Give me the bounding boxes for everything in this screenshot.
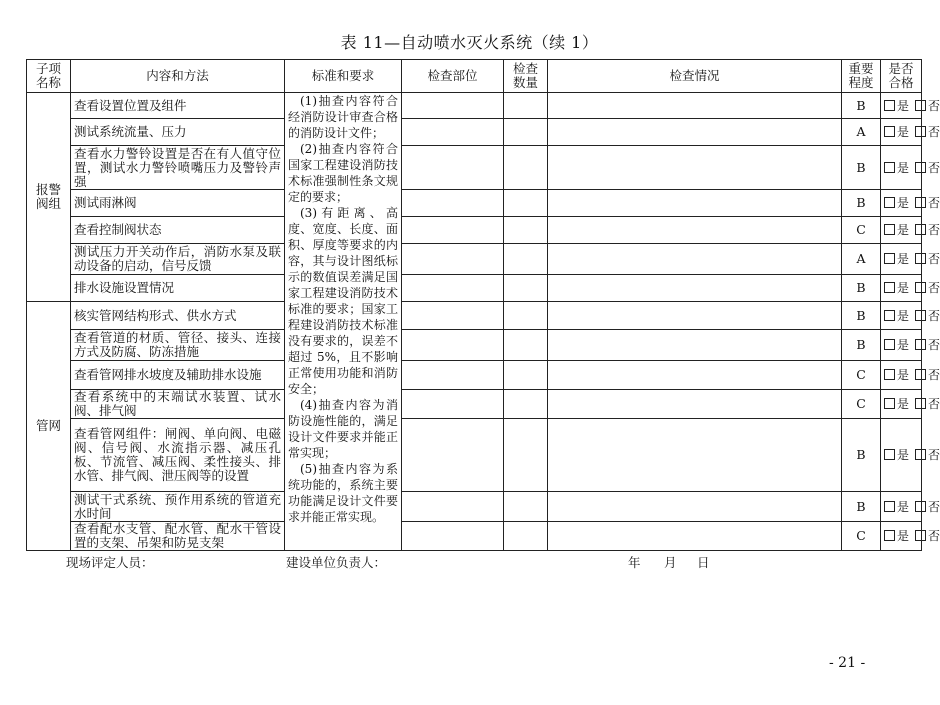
label-yes: 是 (897, 397, 910, 411)
group-name (27, 302, 71, 551)
quantity-input-cell[interactable] (504, 302, 548, 330)
content-cell: 查看管道的材质、管径、接头、连接方式及防腐、防冻措施 (71, 330, 285, 361)
importance-level: B (842, 302, 881, 330)
label-yes: 是 (897, 125, 910, 139)
location-input-cell[interactable] (402, 522, 504, 551)
qualified-cell (881, 492, 940, 522)
content-cell: 测试雨淋阀 (71, 190, 285, 217)
qualified-cell (881, 361, 940, 390)
checkbox-yes[interactable] (884, 310, 895, 321)
label-no: 否 (928, 160, 940, 175)
situation-input-cell[interactable] (548, 361, 842, 390)
checkbox-no[interactable] (915, 100, 926, 111)
group-name-line: 管网 (35, 418, 61, 433)
table-row (27, 492, 922, 522)
page-number: - 21 - (829, 655, 866, 671)
header-content: 内容和方法 (71, 60, 285, 93)
table-row (27, 146, 922, 190)
checkbox-no[interactable] (915, 530, 926, 541)
label-yes: 是 (897, 529, 910, 543)
header-qualified-line2: 合格 (888, 75, 914, 90)
standard-paragraph: (5)抽查内容为系统功能的，系统主要功能满足设计文件要求并能正常实现。 (288, 462, 398, 524)
checkbox-no[interactable] (915, 282, 926, 293)
label-yes: 是 (897, 281, 910, 295)
quantity-input-cell[interactable] (504, 146, 548, 190)
table-row (27, 361, 922, 390)
header-sub-item-line2: 名称 (35, 75, 61, 90)
importance-level: A (842, 244, 881, 275)
quantity-input-cell[interactable] (504, 330, 548, 361)
header-standard: 标准和要求 (285, 60, 402, 93)
label-no: 否 (928, 529, 940, 543)
importance-level: B (842, 419, 881, 492)
importance-level: B (842, 330, 881, 361)
checkbox-yes[interactable] (884, 100, 895, 111)
quantity-input-cell[interactable] (504, 419, 548, 492)
qualified-cell (881, 190, 940, 217)
content-cell: 查看配水支管、配水管、配水干管设置的支架、吊架和防晃支架 (71, 522, 285, 551)
content-cell: 测试干式系统、预作用系统的管道充水时间 (71, 492, 285, 522)
table-body (27, 93, 940, 551)
table-row (27, 302, 922, 330)
qualified-cell (881, 93, 940, 119)
header-quantity-line2: 数量 (512, 75, 538, 90)
label-yes: 是 (897, 308, 910, 323)
label-yes: 是 (897, 223, 910, 237)
group-name-line: 报警 (35, 182, 61, 197)
standard-paragraph: (2)抽查内容符合国家工程建设消防技术标准强制性条文规定的要求； (288, 142, 398, 204)
label-yes: 是 (897, 368, 910, 382)
label-no: 否 (928, 397, 940, 411)
table-row (27, 244, 922, 275)
content-cell: 排水设施设置情况 (71, 275, 285, 302)
checkbox-no[interactable] (915, 253, 926, 264)
importance-level: C (842, 522, 881, 551)
header-importance-line2: 程度 (848, 75, 874, 90)
quantity-input-cell[interactable] (504, 492, 548, 522)
footer-evaluator: 现场评定人员： (66, 555, 154, 570)
importance-level: C (842, 361, 881, 390)
header-sub-item-line1: 子项 (35, 61, 61, 76)
standard-paragraph: (4)抽查内容为消防设施性能的，满足设计文件要求并能正常实现； (288, 398, 398, 460)
location-input-cell[interactable] (402, 390, 504, 419)
header-situation: 检查情况 (548, 60, 842, 93)
content-cell: 查看控制阀状态 (71, 217, 285, 244)
content-cell: 查看系统中的末端试水装置、试水阀、排气阀 (71, 390, 285, 419)
qualified-cell (881, 330, 940, 361)
location-input-cell[interactable] (402, 275, 504, 302)
label-no: 否 (928, 223, 940, 237)
quantity-input-cell[interactable] (504, 119, 548, 146)
header-row (27, 60, 922, 93)
footer-unit-head: 建设单位负责人： (286, 555, 387, 570)
quantity-input-cell[interactable] (504, 361, 548, 390)
table-row (27, 119, 922, 146)
label-no: 否 (928, 338, 940, 352)
header-sub-item (27, 60, 71, 93)
label-no: 否 (928, 98, 940, 113)
checkbox-no[interactable] (915, 369, 926, 380)
importance-level: B (842, 93, 881, 119)
standard-paragraph: (1)抽查内容符合经消防设计审查合格的消防设计文件； (288, 94, 398, 140)
footer-year: 年 (628, 555, 641, 570)
content-cell: 测试系统流量、压力 (71, 119, 285, 146)
qualified-cell (881, 146, 940, 190)
group-name (27, 93, 71, 302)
checkbox-yes[interactable] (884, 197, 895, 208)
situation-input-cell[interactable] (548, 419, 842, 492)
content-cell: 核实管网结构形式、供水方式 (71, 302, 285, 330)
label-yes: 是 (897, 98, 910, 113)
table-row (27, 419, 922, 492)
checkbox-no[interactable] (915, 197, 926, 208)
importance-level: B (842, 275, 881, 302)
checkbox-yes[interactable] (884, 224, 895, 235)
checkbox-yes[interactable] (884, 126, 895, 137)
qualified-cell (881, 119, 940, 146)
location-input-cell[interactable] (402, 190, 504, 217)
situation-input-cell[interactable] (548, 93, 842, 119)
checkbox-no[interactable] (915, 398, 926, 409)
situation-input-cell[interactable] (548, 119, 842, 146)
table-title: 表 11—自动喷水灭火系统（续 1） (340, 33, 599, 52)
label-no: 否 (928, 499, 940, 514)
header-importance-line1: 重要 (848, 61, 874, 76)
label-no: 否 (928, 448, 940, 462)
situation-input-cell[interactable] (548, 330, 842, 361)
checkbox-yes[interactable] (884, 449, 895, 460)
situation-input-cell[interactable] (548, 522, 842, 551)
location-input-cell[interactable] (402, 146, 504, 190)
label-no: 否 (928, 368, 940, 382)
situation-input-cell[interactable] (548, 190, 842, 217)
checkbox-no[interactable] (915, 449, 926, 460)
situation-input-cell[interactable] (548, 275, 842, 302)
label-no: 否 (928, 125, 940, 139)
checkbox-no[interactable] (915, 126, 926, 137)
label-no: 否 (928, 252, 940, 266)
content-cell: 查看管网组件：闸阀、单向阀、电磁阀、信号阀、水流指示器、减压孔板、节流管、减压阀、柔性接头、排水管、排气阀、泄压阀等的设置 (71, 419, 285, 492)
importance-level: A (842, 119, 881, 146)
header-qualified-line1: 是否 (888, 61, 914, 76)
checkbox-no[interactable] (915, 162, 926, 173)
content-cell: 查看设置位置及组件 (71, 93, 285, 119)
checkbox-yes[interactable] (884, 369, 895, 380)
situation-input-cell[interactable] (548, 217, 842, 244)
quantity-input-cell[interactable] (504, 390, 548, 419)
table-row (27, 217, 922, 244)
table-row (27, 190, 922, 217)
qualified-cell (881, 390, 940, 419)
checkbox-no[interactable] (915, 310, 926, 321)
location-input-cell[interactable] (402, 119, 504, 146)
importance-level: B (842, 492, 881, 522)
checkbox-no[interactable] (915, 501, 926, 512)
header-importance (842, 60, 881, 93)
checkbox-yes[interactable] (884, 282, 895, 293)
situation-input-cell[interactable] (548, 146, 842, 190)
qualified-cell (881, 275, 940, 302)
content-cell: 查看管网排水坡度及辅助排水设施 (71, 361, 285, 390)
footer-day: 日 (697, 555, 710, 570)
standard-cell (285, 93, 402, 551)
label-yes: 是 (897, 196, 910, 210)
label-no: 否 (928, 196, 940, 210)
checkbox-no[interactable] (915, 339, 926, 350)
checkbox-yes[interactable] (884, 501, 895, 512)
importance-level: C (842, 390, 881, 419)
label-yes: 是 (897, 499, 910, 514)
table-row (27, 330, 922, 361)
standard-paragraph: (3)有距离、高度、宽度、长度、面积、厚度等要求的内容，其与设计图纸标示的数值误差满足国家工程建设消防技术标准的要求；国家工程建设消防技术标准没有要求的，误差不超过 5%，且不影响正常使用功能和消防安全； (288, 206, 398, 396)
content-cell: 查看水力警铃设置是否在有人值守位置，测试水力警铃喷嘴压力及警铃声强 (71, 146, 285, 190)
group-name-line: 阀组 (35, 196, 61, 211)
location-input-cell[interactable] (402, 217, 504, 244)
label-yes: 是 (897, 160, 910, 175)
location-input-cell[interactable] (402, 419, 504, 492)
label-yes: 是 (897, 338, 910, 352)
qualified-cell (881, 217, 940, 244)
importance-level: B (842, 146, 881, 190)
qualified-cell (881, 419, 940, 492)
content-cell: 测试压力开关动作后，消防水泵及联动设备的启动，信号反馈 (71, 244, 285, 275)
qualified-cell (881, 244, 940, 275)
situation-input-cell[interactable] (548, 302, 842, 330)
location-input-cell[interactable] (402, 492, 504, 522)
location-input-cell[interactable] (402, 302, 504, 330)
situation-input-cell[interactable] (548, 492, 842, 522)
checkbox-yes[interactable] (884, 162, 895, 173)
location-input-cell[interactable] (402, 93, 504, 119)
header-location: 检查部位 (402, 60, 504, 93)
label-no: 否 (928, 281, 940, 295)
header-qualified (881, 60, 922, 93)
label-yes: 是 (897, 252, 910, 266)
footer-month: 月 (664, 555, 677, 570)
location-input-cell[interactable] (402, 244, 504, 275)
table-row (27, 93, 922, 119)
location-input-cell[interactable] (402, 330, 504, 361)
quantity-input-cell[interactable] (504, 275, 548, 302)
inspection-table (26, 59, 940, 551)
quantity-input-cell[interactable] (504, 93, 548, 119)
table-row (27, 275, 922, 302)
importance-level: C (842, 217, 881, 244)
situation-input-cell[interactable] (548, 244, 842, 275)
situation-input-cell[interactable] (548, 390, 842, 419)
qualified-cell (881, 522, 940, 551)
header-quantity-line1: 检查 (512, 61, 538, 76)
checkbox-no[interactable] (915, 224, 926, 235)
quantity-input-cell[interactable] (504, 217, 548, 244)
quantity-input-cell[interactable] (504, 190, 548, 217)
importance-level: B (842, 190, 881, 217)
label-no: 否 (928, 308, 940, 323)
location-input-cell[interactable] (402, 361, 504, 390)
checkbox-yes[interactable] (884, 530, 895, 541)
checkbox-yes[interactable] (884, 253, 895, 264)
qualified-cell (881, 302, 940, 330)
table-row (27, 390, 922, 419)
table-row (27, 522, 922, 551)
quantity-input-cell[interactable] (504, 244, 548, 275)
quantity-input-cell[interactable] (504, 522, 548, 551)
header-quantity (504, 60, 548, 93)
label-yes: 是 (897, 448, 910, 462)
checkbox-yes[interactable] (884, 398, 895, 409)
checkbox-yes[interactable] (884, 339, 895, 350)
